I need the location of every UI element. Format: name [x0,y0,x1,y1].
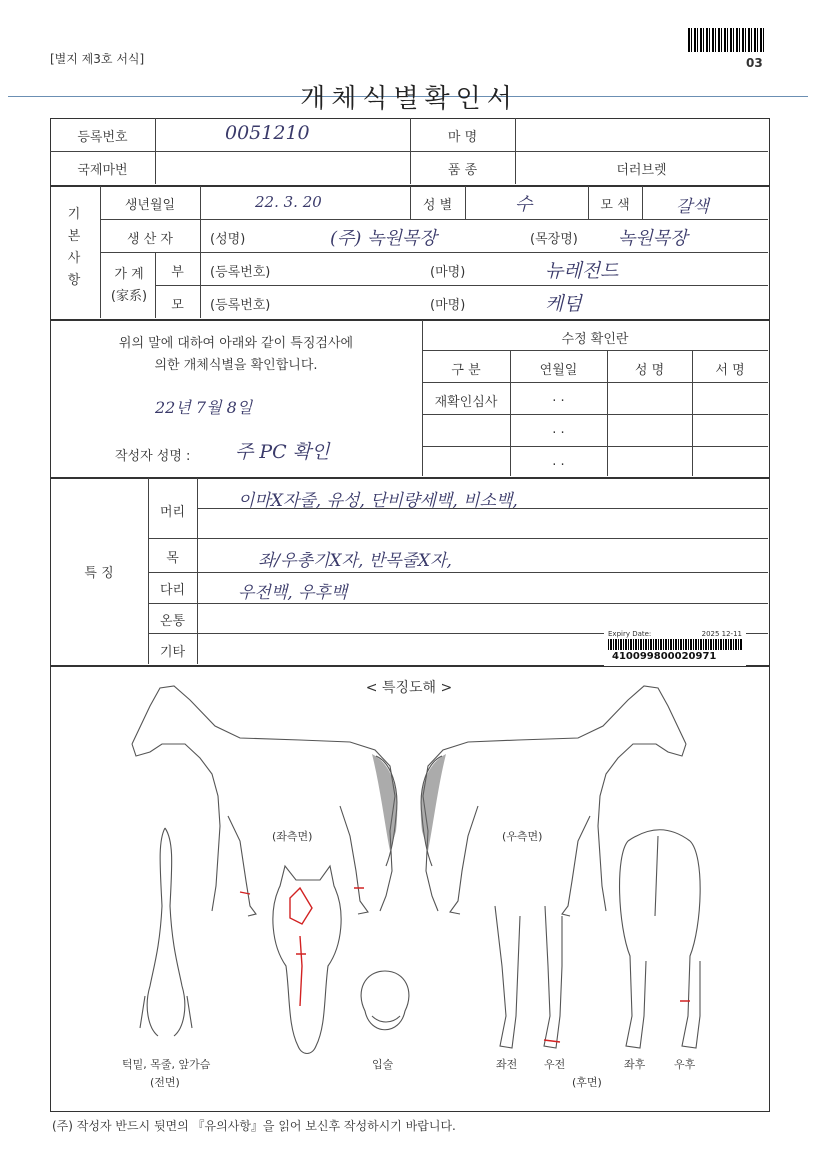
front-caption: 턱밑, 목줄, 앞가슴 [122,1058,211,1071]
barcode-number: 410099800020971 [612,651,717,662]
top-barcode [688,28,766,52]
right-hind-caption: 우후 [674,1058,696,1071]
reg-no-label: 등록번호 [77,130,128,145]
features-label: 특 징 [84,566,114,581]
sticker-barcode [608,639,742,650]
front-legs-drawing [495,906,562,1048]
page-title: 개체식별확인서 [300,84,518,114]
front-view-drawing [140,828,192,1036]
sex-value: 수 [515,194,533,215]
feature-legs-value: 우전백, 우후백 [238,583,348,603]
footer-note: (주) 작성자 반드시 뒷면의 『유의사항』을 읽어 보신후 작성하시기 바랍니다. [52,1119,456,1133]
birth-date-value: 22. 3. 20 [255,193,322,211]
dam-name-value: 케덤 [545,293,582,315]
left-front-caption: 좌전 [496,1058,518,1071]
right-front-caption: 우전 [544,1058,566,1071]
feature-neck-value: 좌/우총기X자, 반목줄X자, [258,551,452,571]
amend-dots-2: . . [552,422,565,437]
front-view-caption: (전면) [150,1076,180,1089]
feature-head-value: 이마X자줄, 유성, 단비량세백, 비소백, [238,491,518,511]
diagram-drawings [50,666,768,1110]
lips-drawing [361,971,409,1030]
date-written: 22년 7월 8일 [155,398,253,417]
amend-dots-3: . . [552,454,565,469]
birth-date-label: 생년월일 [124,198,176,213]
statement-text: 위의 말에 대하여 아래와 같이 특징검사에 의한 개체식별을 확인합니다. [118,336,354,373]
amend-col-name: 성 명 [634,363,665,378]
expiry-label: Expiry Date: [608,630,652,638]
amend-dots-1: . . [552,390,565,405]
feature-legs-label: 다리 [159,583,186,598]
feature-head-label: 머리 [159,505,186,520]
dam-label: 모 [171,298,184,313]
feature-neck-label: 목 [166,551,179,566]
writer-label: 작성자 성명 : [115,449,191,464]
form-code: [별지 제3호 서식] [50,52,145,66]
sire-reg-label: (등록번호) [210,265,271,280]
amend-header: 수정 확인란 [561,332,629,347]
producer-label: 생 산 자 [127,232,173,247]
lips-caption: 입술 [372,1058,394,1071]
writer-value: 주 PC 확인 [235,441,330,463]
horse-name-label: 마 명 [447,130,478,145]
rear-view-caption: (후면) [572,1076,602,1089]
feature-other-label: 기타 [159,645,186,660]
sex-label: 성 별 [422,198,453,213]
sire-name-value: 뉴레전드 [545,260,619,282]
feature-body-label: 온통 [159,614,186,629]
breed-value: 더러브렛 [616,163,667,178]
rear-view-drawing [620,830,701,1048]
reg-no-value: 0051210 [225,122,310,144]
producer-name-label: (성명) [210,232,246,247]
amend-col-type: 구 분 [451,363,481,378]
barcode-sticker [604,630,746,666]
right-side-caption: (우측면) [502,830,543,843]
coat-label: 모 색 [600,198,630,213]
pedigree-label: 가 계 (家系) [110,267,148,304]
amend-col-date: 연월일 [539,363,578,378]
recheck-label: 재확인심사 [434,395,498,410]
head-front-drawing [273,866,341,1054]
farm-value: 녹원목장 [618,228,688,249]
marking-lines [240,888,690,1042]
left-hind-caption: 좌후 [624,1058,646,1071]
basic-side-label: 기 본 사 항 [67,207,81,288]
breed-label: 품 종 [447,163,478,178]
sire-label: 부 [171,265,184,280]
farm-label: (목장명) [530,232,578,247]
amend-col-sign: 서 명 [715,363,745,378]
intl-no-label: 국제마번 [77,163,128,178]
left-side-horse-drawing [132,686,397,916]
sire-name-label: (마명) [430,265,466,280]
dam-reg-label: (등록번호) [210,298,271,313]
diagram-title: < 특징도해 > [365,680,453,696]
expiry-date: 2025 12-11 [701,630,742,638]
right-side-horse-drawing [421,686,686,916]
producer-value: (주) 녹원목장 [330,228,437,249]
coat-value: 갈색 [676,197,709,217]
page-number: 03 [746,56,763,70]
left-side-caption: (좌측면) [272,830,313,843]
dam-name-label: (마명) [430,298,466,313]
